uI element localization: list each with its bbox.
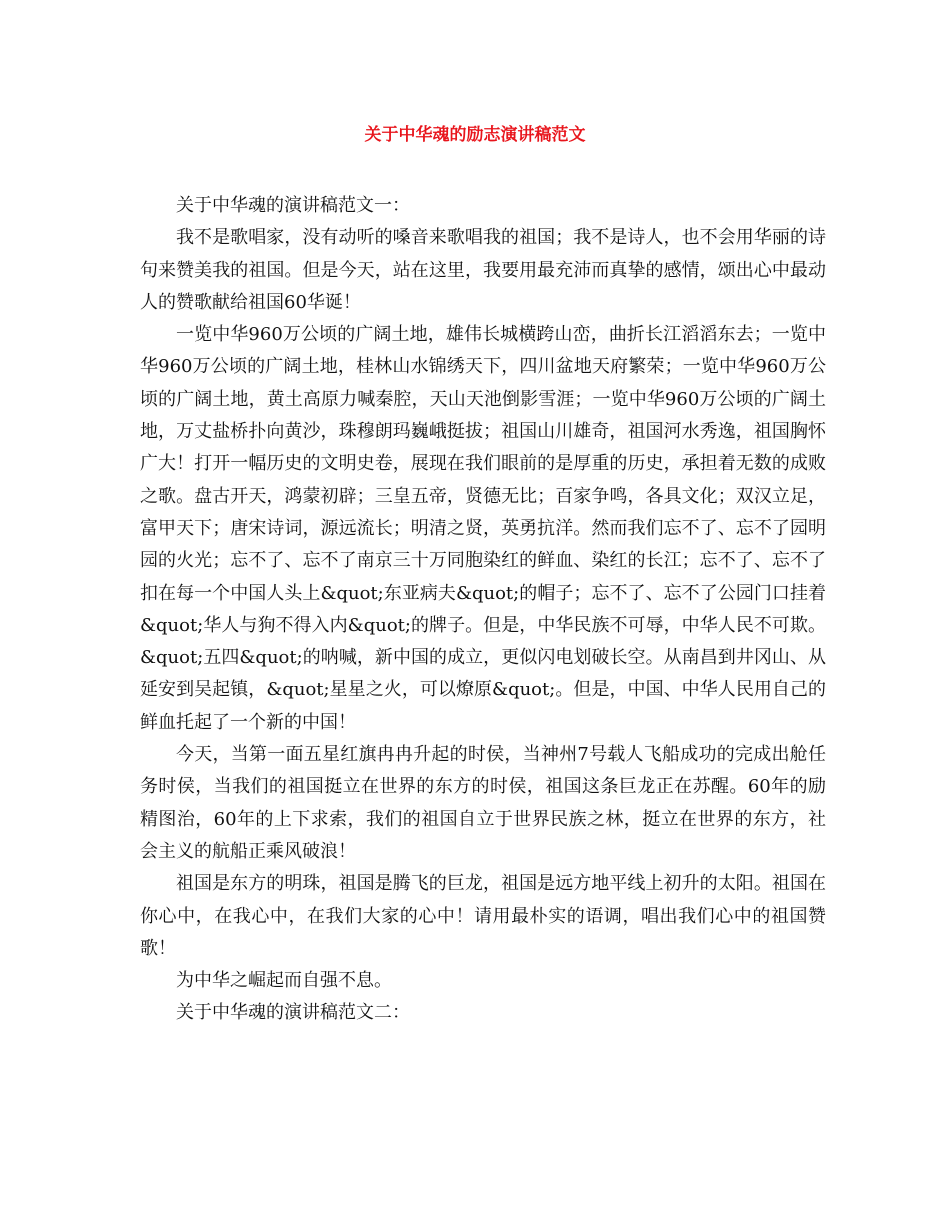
paragraph: 我不是歌唱家，没有动听的嗓音来歌唱我的祖国；我不是诗人，也不会用华丽的诗句来赞美我的祖国。但是今天，站在这里，我要用最充沛而真挚的感情，颂出心中最动人的赞歌献给祖国60华诞！ [140, 227, 826, 313]
paragraph: 祖国是东方的明珠，祖国是腾飞的巨龙，祖国是远方地平线上初升的太阳。祖国在你心中，在我心中，在我们大家的心中！请用最朴实的语调，唱出我们心中的祖国赞歌！ [140, 873, 826, 959]
document-title: 关于中华魂的励志演讲稿范文 [364, 125, 586, 145]
paragraph: 为中华之崛起而自强不息。 [176, 970, 392, 992]
document-body [140, 190, 826, 1030]
section-heading-two: 关于中华魂的演讲稿范文二： [176, 1002, 410, 1024]
paragraph: 一览中华960万公顷的广阔土地，雄伟长城横跨山峦，曲折长江滔滔东去；一览中华960万公顷的广阔土地，桂林山水锦绣天下，四川盆地天府繁荣；一览中华960万公顷的广阔土地，黄土高原力喊秦腔，天山天池倒影雪涯；一览中华960万公顷的广阔土地，万丈盐桥扑向黄沙，珠穆朗玛巍峨挺拔；祖国山川雄奇，祖国河水秀逸，祖国胸怀广大！打开一幅历史的文明史卷，展现在我们眼前的是厚重的历史，承担着无数的成败之歌。盘古开天，鸿蒙初辟；三皇五帝，贤德无比；百家争鸣，各具文化；双汉立足，富甲天下；唐宋诗词，源远流长；明清之贤，英勇抗洋。然而我们忘不了、忘不了园明园的火光；忘不了、忘不了南京三十万同胞染红的鲜血、染红的长江；忘不了、忘不了扣在每一个中国人头上&quot;东亚病夫&quot;的帽子；忘不了、忘不了公园门口挂着&quot;华人与狗不得入内&quot;的牌子。但是，中华民族不可辱，中华人民不可欺。&quot;五四&quot;的呐喊，新中国的成立，更似闪电划破长空。从南昌到井冈山、从延安到吴起镇，&quot;星星之火，可以燎原&quot;。但是，中国、中华人民用自己的鲜血托起了一个新的中国！ [140, 324, 826, 733]
section-heading-one: 关于中华魂的演讲稿范文一： [176, 195, 410, 216]
paragraph: 今天，当第一面五星红旗冉冉升起的时侯，当神州7号载人飞船成功的完成出舱任务时侯，当我们的祖国挺立在世界的东方的时侯，祖国这条巨龙正在苏醒。60年的励精图治，60年的上下求索，我们的祖国自立于世界民族之林，挺立在世界的东方，社会主义的航船正乘风破浪！ [140, 744, 826, 862]
